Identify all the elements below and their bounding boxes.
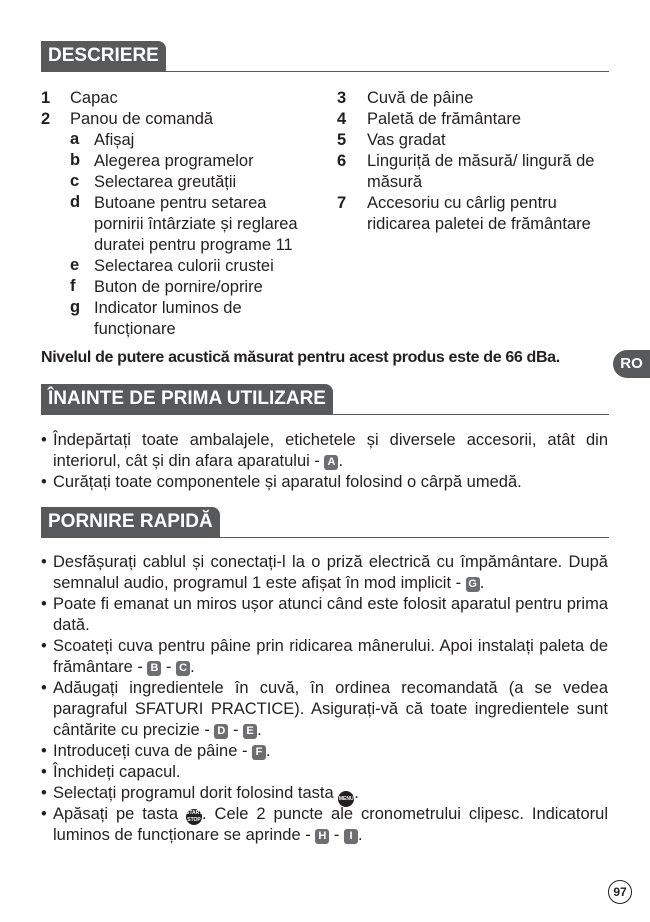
divider (41, 71, 609, 72)
figure-ref-badge: H (315, 829, 329, 844)
sub-item: Alegerea programelor (94, 152, 254, 170)
figure-ref-badge: G (466, 577, 480, 592)
section-header-pornire: PORNIRE RAPIDĂ (41, 507, 220, 537)
divider (41, 537, 609, 538)
list-item: Cuvă de pâine (367, 89, 474, 107)
bullet-item: • Apăsați pe tasta START STOP. Cele 2 puncte ale cronometrului clipesc. Indicatorul luminos de funcționare se aprinde - H - I . (41, 805, 608, 844)
figure-ref-badge: F (252, 745, 266, 760)
bullet-item: • Adăugați ingredientele în cuvă, în ordinea recomandată (a se vedea paragraful SFATURI PRACTICE). Asigurați-vă că toate ingredientele sunt cântărite cu precizie - D - E . (41, 679, 608, 739)
list-item: Paletă de frământare (367, 110, 522, 128)
sub-item: Selectarea greutății (94, 173, 237, 191)
sub-item-letter: g (70, 298, 81, 316)
list-item: Panou de comandă (70, 110, 214, 128)
page-number: 97 (608, 880, 632, 904)
bullet-dot: • (41, 637, 47, 655)
bullet-dot: • (41, 553, 47, 571)
sub-item: Indicator luminos de funcționare (94, 299, 242, 338)
bullet-dot: • (41, 784, 47, 802)
bullet-dot: • (41, 473, 47, 491)
bullet-item: • Îndepărtați toate ambalajele, etichetele și diversele accesorii, atât din interiorul, cât și din afara aparatului - A . (41, 431, 608, 470)
bullet-dot: • (41, 805, 47, 823)
figure-ref-badge: D (214, 724, 228, 739)
sub-item-letter: d (70, 193, 81, 211)
bullet-item: • Introduceți cuva de pâine - F . (41, 742, 271, 760)
bullet-item: • Scoateți cuva pentru pâine prin ridicarea mânerului. Apoi instalați paleta de frământare - B - C . (41, 637, 608, 676)
item-number: 7 (337, 194, 347, 212)
bullet-item: • Închideți capacul. (41, 763, 181, 781)
figure-ref-badge: A (324, 455, 338, 470)
sub-item-letter: e (70, 256, 80, 274)
item-number: 6 (337, 152, 347, 170)
bullet-item: • Curățați toate componentele și aparatul folosind o cârpă umedă. (41, 473, 522, 491)
sub-item-letter: f (70, 277, 76, 295)
bullet-item: • Selectați programul dorit folosind tasta MENU. (41, 783, 608, 807)
list-item: Linguriță de măsură/ lingură de măsură (367, 152, 595, 191)
bullet-dot: • (41, 742, 47, 760)
item-number: 3 (337, 89, 347, 107)
sub-item: Selectarea culorii crustei (94, 257, 274, 275)
sub-item: Buton de pornire/oprire (94, 278, 263, 296)
item-number: 4 (337, 110, 347, 128)
bullet-dot: • (41, 679, 47, 697)
bullet-dot: • (41, 763, 47, 781)
item-number: 2 (41, 110, 51, 128)
sub-item-letter: a (70, 130, 80, 148)
figure-ref-badge: E (243, 724, 257, 739)
divider (41, 414, 609, 415)
sub-item: Butoane pentru setarea pornirii întârziate și reglarea duratei pentru programe 11 (94, 194, 298, 254)
list-item: Capac (70, 89, 118, 107)
sub-item-letter: c (70, 172, 80, 190)
bullet-item: • Poate fi emanat un miros ușor atunci când este folosit aparatul pentru prima dată. (41, 595, 608, 634)
item-number: 1 (41, 89, 51, 107)
bullet-dot: • (41, 595, 47, 613)
figure-ref-badge: I (344, 829, 358, 844)
bullet-dot: • (41, 431, 47, 449)
section-header-inainte: ÎNAINTE DE PRIMA UTILIZARE (41, 384, 333, 414)
language-tab: RO (613, 350, 650, 378)
list-item: Vas gradat (367, 131, 446, 149)
menu-button-icon: MENU (338, 791, 354, 807)
noise-note: Nivelul de putere acustică măsurat pentru acest produs este de 66 dBa. (41, 349, 560, 366)
sub-item: Afișaj (94, 131, 135, 149)
figure-ref-badge: C (176, 661, 190, 676)
item-number: 5 (337, 131, 347, 149)
section-header-descriere: DESCRIERE (41, 41, 166, 71)
figure-ref-badge: B (147, 661, 161, 676)
list-item: Accesoriu cu cârlig pentru ridicarea paletei de frământare (367, 194, 591, 233)
sub-item-letter: b (70, 151, 81, 169)
start-stop-button-icon: START STOP (186, 810, 203, 823)
bullet-item: • Desfășurați cablul și conectați-l la o priză electrică cu împământare. După semnalul audio, programul 1 este afișat în mod implicit - G . (41, 553, 608, 592)
